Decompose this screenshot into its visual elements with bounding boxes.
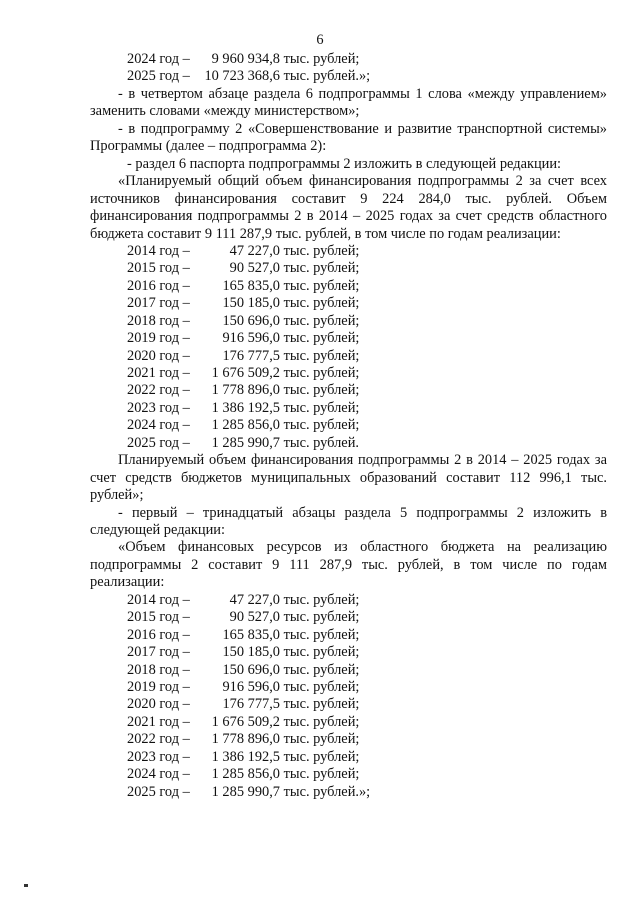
year-line	[127, 784, 607, 801]
amount: 150 185,0	[222, 295, 280, 312]
unit: тыс. рублей.»;	[283, 68, 371, 85]
document-body	[90, 51, 607, 801]
paragraph-amendment-3: - первый – тринадцатый абзацы раздела 5 подпрограммы 2 изложить в следующей редакции:	[90, 504, 607, 539]
year-line	[127, 243, 607, 260]
year-label: 2025 год –	[127, 434, 190, 451]
amount: 90 527,0	[229, 609, 280, 626]
year-line	[127, 417, 607, 434]
year-label: 2019 год –	[127, 679, 190, 696]
amount: 150 696,0	[222, 312, 280, 329]
year-line	[127, 348, 607, 365]
paragraph-planned-total: «Планируемый общий объем финансирования подпрограммы 2 за счет всех источников финансирования составит 9 224 284,0 тыс. рублей. Объем финансирования подпрограммы 2 в 2014 – 2025 годах за счет средств областного бюджета составит 9 111 287,9 тыс. рублей, в том числе по годам реализации:	[90, 173, 607, 242]
unit: тыс. рублей;	[283, 609, 360, 626]
year-label: 2025 год –	[127, 783, 190, 800]
year-label: 2016 год –	[127, 626, 190, 643]
year-label: 2024 год –	[127, 766, 190, 783]
year-line	[127, 330, 607, 347]
year-label: 2022 год –	[127, 382, 190, 399]
unit: тыс. рублей;	[283, 242, 360, 259]
unit: тыс. рублей;	[283, 417, 360, 434]
amount: 916 596,0	[222, 330, 280, 347]
year-line	[127, 644, 607, 661]
year-label: 2015 год –	[127, 260, 190, 277]
year-label: 2020 год –	[127, 347, 190, 364]
amount: 1 676 509,2	[211, 365, 280, 382]
unit: тыс. рублей;	[283, 312, 360, 329]
year-label: 2023 год –	[127, 748, 190, 765]
amount: 1 778 896,0	[211, 731, 280, 748]
amount: 1 676 509,2	[211, 713, 280, 730]
amount: 1 285 856,0	[211, 766, 280, 783]
funding-by-year-list	[90, 243, 607, 452]
year-label: 2021 год –	[127, 713, 190, 730]
year-line	[127, 295, 607, 312]
year-label: 2024 год –	[127, 51, 190, 67]
amount: 1 386 192,5	[211, 748, 280, 765]
unit: тыс. рублей;	[283, 661, 360, 678]
year-line	[127, 627, 607, 644]
amount: 916 596,0	[222, 679, 280, 696]
year-label: 2021 год –	[127, 365, 190, 382]
amount: 1 285 990,7	[211, 434, 280, 451]
unit: тыс. рублей;	[283, 591, 360, 608]
year-line	[127, 365, 607, 382]
year-line	[127, 382, 607, 399]
unit: тыс. рублей;	[283, 399, 360, 416]
year-label: 2014 год –	[127, 242, 190, 259]
unit: тыс. рублей;	[283, 696, 360, 713]
amount: 176 777,5	[222, 696, 280, 713]
amount: 165 835,0	[222, 626, 280, 643]
paragraph-amendment-1: - в четвертом абзаце раздела 6 подпрограммы 1 слова «между управлением» заменить словами «между министерством»;	[90, 85, 607, 120]
amount: 176 777,5	[222, 347, 280, 364]
funding-by-year-list-2	[90, 592, 607, 801]
year-label: 2019 год –	[127, 330, 190, 347]
year-label: 2016 год –	[127, 277, 190, 294]
year-label: 2017 год –	[127, 295, 190, 312]
unit: тыс. рублей;	[283, 679, 360, 696]
amount: 10 723 368,6	[204, 68, 280, 85]
year-line	[127, 278, 607, 295]
year-line	[127, 714, 607, 731]
year-line	[127, 435, 607, 452]
year-line	[127, 696, 607, 713]
year-label: 2017 год –	[127, 644, 190, 661]
scan-mark	[24, 884, 28, 887]
year-line	[127, 731, 607, 748]
unit: тыс. рублей.	[283, 434, 359, 451]
unit: тыс. рублей;	[283, 713, 360, 730]
amount: 150 696,0	[222, 661, 280, 678]
year-line	[127, 766, 607, 783]
unit: тыс. рублей;	[283, 51, 360, 67]
page-number: 6	[316, 32, 324, 48]
paragraph-section-6: - раздел 6 паспорта подпрограммы 2 изложить в следующей редакции:	[127, 155, 562, 172]
paragraph-municipal-funding: Планируемый объем финансирования подпрограммы 2 в 2014 – 2025 годах за счет средств бюджетов муниципальных образований составит 112 996,1 тыс. рублей»;	[90, 452, 607, 504]
unit: тыс. рублей;	[283, 347, 360, 364]
year-label: 2023 год –	[127, 399, 190, 416]
year-label: 2022 год –	[127, 731, 190, 748]
year-line	[127, 313, 607, 330]
year-line	[127, 749, 607, 766]
unit: тыс. рублей.»;	[283, 783, 371, 800]
unit: тыс. рублей;	[283, 766, 360, 783]
amount: 1 778 896,0	[211, 382, 280, 399]
amount: 90 527,0	[229, 260, 280, 277]
amount: 47 227,0	[229, 591, 280, 608]
paragraph-regional-resources: «Объем финансовых ресурсов из областного бюджета на реализацию подпрограммы 2 составит 9 111 287,9 тыс. рублей, в том числе по годам реализации:	[90, 539, 607, 591]
unit: тыс. рублей;	[283, 277, 360, 294]
amount: 1 285 856,0	[211, 417, 280, 434]
amount: 9 960 934,8	[211, 51, 280, 67]
unit: тыс. рублей;	[283, 295, 360, 312]
year-label: 2020 год –	[127, 696, 190, 713]
year-label: 2018 год –	[127, 312, 190, 329]
unit: тыс. рублей;	[283, 365, 360, 382]
unit: тыс. рублей;	[283, 748, 360, 765]
year-label: 2014 год –	[127, 591, 190, 608]
year-label: 2024 год –	[127, 417, 190, 434]
year-line	[127, 592, 607, 609]
amount: 1 386 192,5	[211, 399, 280, 416]
year-line	[127, 260, 607, 277]
unit: тыс. рублей;	[283, 260, 360, 277]
year-line	[127, 68, 607, 85]
unit: тыс. рублей;	[283, 644, 360, 661]
year-line	[127, 51, 607, 68]
year-line	[127, 679, 607, 696]
year-line	[127, 400, 607, 417]
year-line	[127, 662, 607, 679]
amount: 47 227,0	[229, 242, 280, 259]
amount: 1 285 990,7	[211, 783, 280, 800]
unit: тыс. рублей;	[283, 382, 360, 399]
unit: тыс. рублей;	[283, 626, 360, 643]
year-label: 2015 год –	[127, 609, 190, 626]
year-label: 2025 год –	[127, 68, 190, 85]
paragraph-amendment-2: - в подпрограмму 2 «Совершенствование и развитие транспортной системы» Программы (далее – подпрограмма 2):	[90, 120, 607, 155]
year-line	[127, 609, 607, 626]
unit: тыс. рублей;	[283, 731, 360, 748]
amount: 150 185,0	[222, 644, 280, 661]
amount: 165 835,0	[222, 277, 280, 294]
year-label: 2018 год –	[127, 661, 190, 678]
unit: тыс. рублей;	[283, 330, 360, 347]
